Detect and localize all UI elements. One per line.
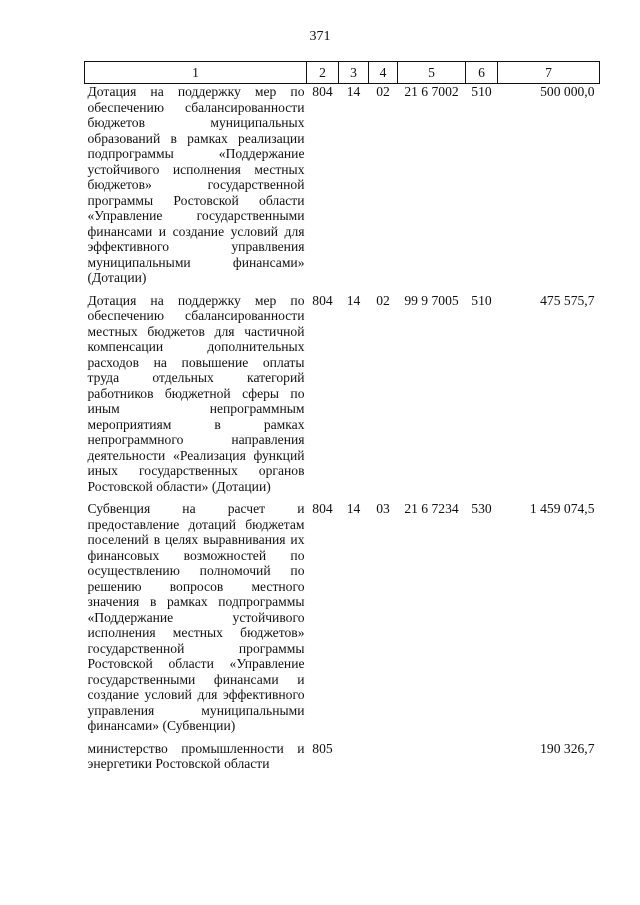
row-expense-type-code: 510 — [471, 84, 492, 99]
header-col-7: 7 — [498, 62, 600, 84]
table-row — [85, 741, 600, 772]
row-expense-type-code: 530 — [471, 501, 492, 516]
table-header — [85, 62, 600, 84]
header-col-2: 2 — [307, 62, 339, 84]
row-amount: 475 575,7 — [540, 292, 595, 308]
header-row — [85, 62, 600, 84]
header-col-3: 3 — [339, 62, 369, 84]
table-row — [85, 501, 600, 741]
row-target-code — [398, 741, 466, 772]
table-row — [85, 84, 600, 293]
row-subsection-code — [369, 741, 398, 772]
header-col-6: 6 — [466, 62, 498, 84]
header-col-5: 5 — [398, 62, 466, 84]
row-section-code — [339, 741, 369, 772]
row-description: министерство промышленности и энергетики Ростовской области — [87, 740, 305, 771]
row-description: Субвенция на расчет и предоставление дотаций бюджетам поселений в целях выравнивания их финансовых возможностей по осуществлению полномочий по решению вопросов местного значения в рамках подпрограммы «Поддержание устойчивого исполнения местных бюджетов» государственной программы Ростовской области «Управление государственными финансами и создание условий для эффективного управления муниципальными финансами» (Субвенции) — [87, 501, 305, 733]
table-row — [85, 293, 600, 502]
row-section-code: 14 — [346, 84, 361, 99]
row-target-code: 99 9 7005 — [404, 292, 459, 308]
header-col-4: 4 — [369, 62, 398, 84]
row-target-code: 21 6 7234 — [404, 501, 459, 516]
row-expense-type-code: 510 — [471, 292, 492, 308]
row-description: Дотация на поддержку мер по обеспечению сбалансированности местных бюджетов для частичной компенсации дополнительных расходов на повышение оплаты труда отдельных категорий работников бюджетной сферы по иным непрограммным мероприятиям в рамках непрограммного направления деятельности «Реализация функций иных государственных органов Ростовской области» (Дотации) — [87, 292, 305, 494]
row-description: Дотация на поддержку мер по обеспечению сбалансированности бюджетов муниципальных образований в рамках реализации подпрограммы «Поддержание устойчивого исполнения местных бюджетов» государственной программы Ростовской области «Управление государственными финансами и создание условий для эффективного управлвения муниципальными финансами» (Дотации) — [87, 84, 305, 285]
row-ministry-code: 804 — [312, 501, 333, 516]
budget-table — [84, 61, 600, 772]
table-body — [85, 84, 600, 772]
row-ministry-code: 804 — [312, 292, 333, 308]
row-target-code: 21 6 7002 — [404, 84, 459, 99]
row-ministry-code: 805 — [312, 740, 333, 756]
row-section-code: 14 — [346, 501, 361, 516]
row-subsection-code: 02 — [376, 84, 390, 99]
row-amount: 1 459 074,5 — [529, 501, 595, 516]
row-expense-type-code — [466, 741, 498, 772]
row-amount: 500 000,0 — [540, 84, 595, 99]
row-subsection-code: 03 — [376, 501, 390, 516]
row-ministry-code: 804 — [312, 84, 333, 99]
row-subsection-code: 02 — [376, 292, 390, 308]
row-amount: 190 326,7 — [540, 740, 595, 756]
header-col-1: 1 — [85, 62, 307, 84]
row-section-code: 14 — [346, 292, 361, 308]
page-number: 371 — [309, 29, 331, 44]
